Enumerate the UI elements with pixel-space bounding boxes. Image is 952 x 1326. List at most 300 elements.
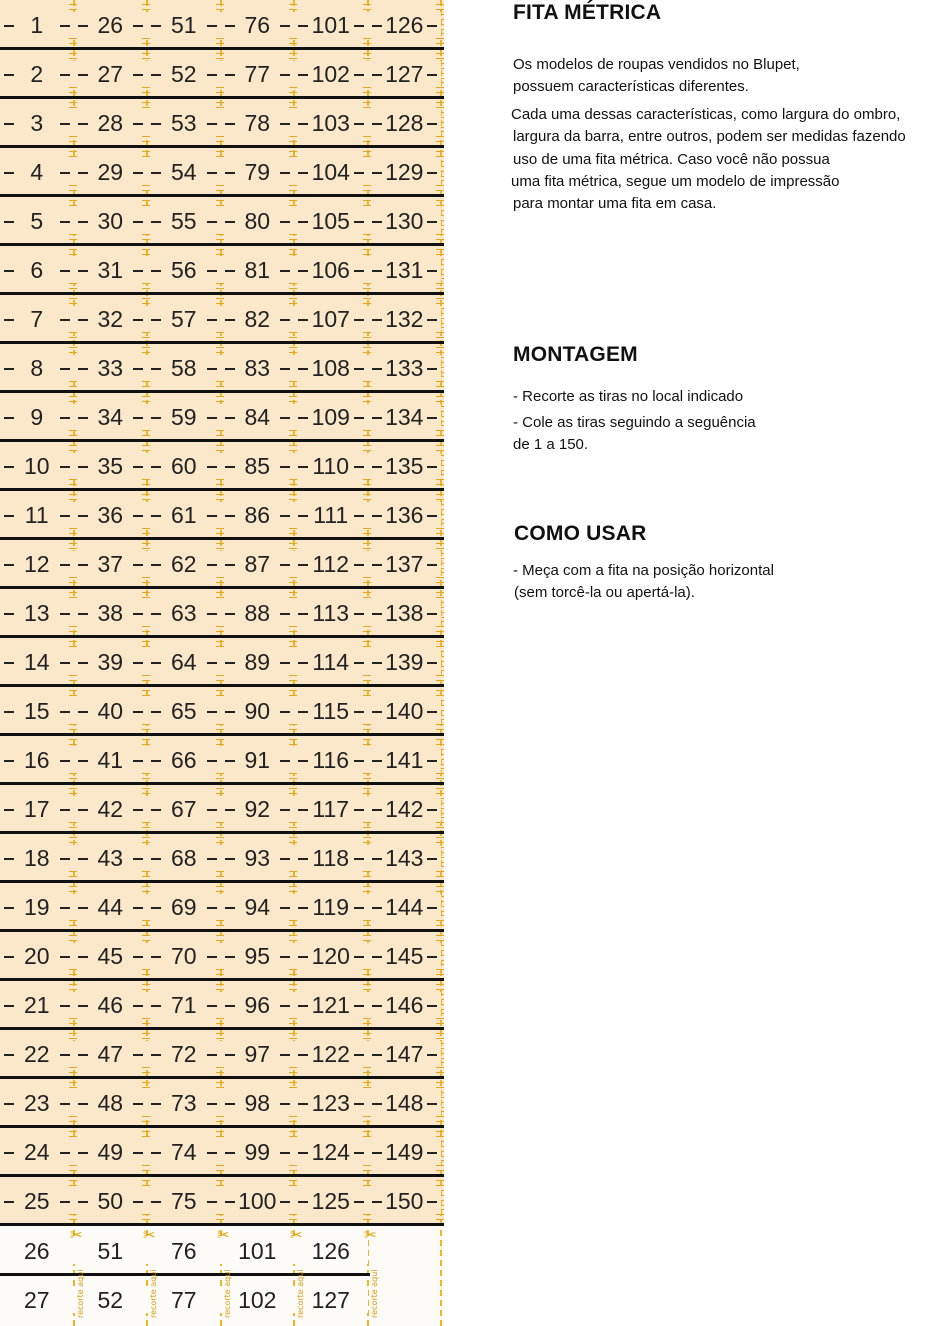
mark-left [4,25,14,27]
ruler-tick [363,1018,371,1019]
ruler-tick [69,577,77,578]
ruler-tick [216,680,224,681]
ruler-tick [142,729,150,730]
ruler-tick [289,156,297,157]
mark-left [151,270,161,272]
mark-left [151,662,161,664]
ruler-tick [289,729,297,730]
ruler-tick [436,347,444,348]
ruler-tick [69,499,77,500]
ruler-tick [216,352,224,353]
row-divider [0,1174,444,1177]
tape-number: 148 [368,1090,442,1116]
ruler-tick [216,690,224,691]
mark-right [133,74,143,76]
ruler-tick [142,205,150,206]
ruler-tick [436,445,444,446]
row-divider [0,537,444,540]
mark-left [78,760,88,762]
ruler-tick [363,445,371,446]
mark-left [225,221,235,223]
ruler-tick [216,347,224,348]
ruler-tick [289,597,297,598]
tape-number: 92 [221,796,295,822]
ruler-tick [216,974,224,975]
ruler-tick [363,298,371,299]
ruler-tick [363,381,371,382]
mark-right [354,858,364,860]
mark-right [354,319,364,321]
ruler-tick [436,1023,444,1024]
tape-number: 127 [368,61,442,87]
ruler-tick [216,1131,224,1132]
mark-left [151,956,161,958]
mark-right [207,564,217,566]
ruler-tick [436,430,444,431]
tape-number: 146 [368,992,442,1018]
ruler-tick [69,1180,77,1181]
ruler-tick [142,38,150,39]
ruler-tick [69,1170,77,1171]
mark-left [151,25,161,27]
ruler-tick [436,185,444,186]
mark-right [354,907,364,909]
mark-right [60,1103,70,1105]
ruler-tick [436,136,444,137]
ruler-tick [216,1219,224,1220]
tape-number: 2 [0,61,74,87]
tape-number: 37 [74,551,148,577]
mark-right [427,466,437,468]
mark-right [207,613,217,615]
mark-left [298,809,308,811]
ruler-tick [289,352,297,353]
mark-left [225,858,235,860]
ruler-tick [363,1082,371,1083]
ruler-tick [436,1038,444,1039]
ruler-tick [363,1116,371,1117]
ruler-tick [289,984,297,985]
ruler-tick [289,1136,297,1137]
row-divider [0,635,444,638]
ruler-tick [69,352,77,353]
mark-left [298,74,308,76]
mark-left [4,270,14,272]
ruler-tick [216,724,224,725]
mark-left [298,1201,308,1203]
ruler-tick [363,577,371,578]
mark-right [280,417,290,419]
ruler-tick [216,102,224,103]
ruler-tick [363,1170,371,1171]
ruler-tick [69,1018,77,1019]
ruler-tick [363,675,371,676]
cut-here-label: recorte aqui [296,1269,305,1318]
ruler-tick [216,43,224,44]
mark-right [354,1201,364,1203]
mark-left [225,270,235,272]
ruler-tick [363,337,371,338]
ruler-tick [142,396,150,397]
tape-number: 100 [221,1188,295,1214]
tape-number: 113 [294,600,368,626]
ruler-tick [216,675,224,676]
ruler-tick [436,200,444,201]
mark-right [207,172,217,174]
ruler-tick [436,891,444,892]
tape-number: 86 [221,502,295,528]
ruler-tick [436,1067,444,1068]
mark-right [280,515,290,517]
ruler-tick [142,190,150,191]
row-divider [0,194,444,197]
ruler-tick [69,675,77,676]
mark-right [427,172,437,174]
title-como-usar: COMO USAR [514,522,647,545]
mark-right [280,123,290,125]
scissors-icon: ✂ [143,1227,156,1244]
tape-number: 95 [221,943,295,969]
mark-right [60,1005,70,1007]
mark-right [280,319,290,321]
ruler-tick [289,1023,297,1024]
usage-line-2: (sem torcê-la ou apertá-la). [514,584,695,601]
mark-left [151,711,161,713]
ruler-tick [289,592,297,593]
row-divider [0,733,444,736]
ruler-tick [363,925,371,926]
ruler-tick [69,842,77,843]
mark-right [280,760,290,762]
ruler-tick [436,332,444,333]
ruler-tick [289,1082,297,1083]
tape-number: 78 [221,110,295,136]
ruler-tick [289,87,297,88]
ruler-tick [289,254,297,255]
mark-right [280,1103,290,1105]
ruler-tick [142,141,150,142]
ruler-tick [363,597,371,598]
mark-right [207,907,217,909]
ruler-tick [436,1116,444,1117]
ruler-tick [363,283,371,284]
mark-left [4,466,14,468]
tape-number: 76 [147,1238,221,1264]
ruler-tick [436,303,444,304]
tape-number: 74 [147,1139,221,1165]
mark-right [60,907,70,909]
mark-right [207,74,217,76]
ruler-tick [436,626,444,627]
mark-right [60,809,70,811]
mark-right [354,368,364,370]
ruler-tick [436,920,444,921]
ruler-tick [216,332,224,333]
ruler-tick [363,989,371,990]
ruler-tick [436,1136,444,1137]
ruler-tick [289,646,297,647]
ruler-tick [363,822,371,823]
ruler-tick [363,974,371,975]
mark-right [133,417,143,419]
tape-number: 77 [147,1287,221,1313]
row-divider [0,586,444,589]
ruler-tick [69,1023,77,1024]
ruler-tick [216,827,224,828]
ruler-tick [69,239,77,240]
tape-number: 24 [0,1139,74,1165]
cut-here-label: recorte aqui [370,1269,379,1318]
ruler-tick [216,239,224,240]
mark-right [207,662,217,664]
mark-right [133,662,143,664]
tape-number: 90 [221,698,295,724]
ruler-tick [216,876,224,877]
ruler-tick [142,690,150,691]
ruler-tick [142,675,150,676]
ruler-tick [289,871,297,872]
mark-right [280,711,290,713]
ruler-tick [289,1033,297,1034]
mark-right [280,368,290,370]
ruler-tick [436,773,444,774]
ruler-tick [69,53,77,54]
ruler-tick [142,283,150,284]
ruler-tick [142,1214,150,1215]
tape-number: 26 [0,1238,74,1264]
ruler-tick [436,680,444,681]
mark-right [354,1103,364,1105]
mark-left [151,907,161,909]
ruler-tick [363,303,371,304]
ruler-tick [363,827,371,828]
mark-left [225,417,235,419]
ruler-tick [142,4,150,5]
tape-number: 6 [0,257,74,283]
ruler-tick [142,974,150,975]
row-divider [0,978,444,981]
ruler-tick [216,156,224,157]
ruler-tick [289,499,297,500]
ruler-tick [436,352,444,353]
mark-left [298,221,308,223]
ruler-tick [363,1214,371,1215]
mark-left [4,417,14,419]
mark-right [207,760,217,762]
ruler-tick [142,842,150,843]
ruler-tick [363,352,371,353]
mark-right [427,221,437,223]
tape-number: 140 [368,698,442,724]
mark-right [60,1054,70,1056]
tape-number: 4 [0,159,74,185]
ruler-tick [436,984,444,985]
ruler-tick [216,1116,224,1117]
mark-left [372,25,382,27]
mark-right [60,662,70,664]
ruler-tick [436,337,444,338]
ruler-tick [363,386,371,387]
mark-right [280,221,290,223]
ruler-tick [142,1087,150,1088]
mark-right [207,368,217,370]
intro-line-1: Os modelos de roupas vendidos no Blupet, [513,56,800,73]
mark-right [427,25,437,27]
ruler-tick [142,1067,150,1068]
tape-number: 41 [74,747,148,773]
ruler-tick [69,989,77,990]
ruler-tick [363,724,371,725]
tape-number: 10 [0,453,74,479]
ruler-tick [363,842,371,843]
mark-left [298,515,308,517]
ruler-tick [216,744,224,745]
ruler-tick [436,646,444,647]
ruler-tick [142,1018,150,1019]
ruler-tick [436,886,444,887]
mark-left [78,172,88,174]
mark-right [280,270,290,272]
ruler-tick [436,87,444,88]
ruler-tick [69,1121,77,1122]
ruler-tick [216,288,224,289]
tape-number: 137 [368,551,442,577]
mark-left [78,221,88,223]
ruler-tick [142,739,150,740]
mark-right [280,1005,290,1007]
ruler-tick [436,793,444,794]
ruler-tick [69,837,77,838]
tape-number: 101 [221,1238,295,1264]
ruler-tick [69,827,77,828]
ruler-tick [69,200,77,201]
tape-number: 75 [147,1188,221,1214]
ruler-tick [216,381,224,382]
ruler-tick [436,58,444,59]
mark-left [372,417,382,419]
ruler-tick [69,347,77,348]
ruler-tick [142,337,150,338]
ruler-tick [216,401,224,402]
ruler-tick [289,435,297,436]
ruler-tick [142,430,150,431]
mark-left [78,74,88,76]
ruler-tick [363,1072,371,1073]
mark-left [151,1152,161,1154]
row-divider [0,1273,370,1276]
tape-number: 105 [294,208,368,234]
ruler-tick [69,156,77,157]
tape-number: 101 [294,12,368,38]
ruler-tick [436,876,444,877]
mark-left [372,711,382,713]
mark-right [133,515,143,517]
mark-right [427,319,437,321]
ruler-tick [289,543,297,544]
montagem-step-2-cont: de 1 a 150. [513,436,589,453]
mark-left [78,858,88,860]
tape-number: 12 [0,551,74,577]
ruler-tick [436,494,444,495]
mark-right [133,956,143,958]
mark-left [4,956,14,958]
row-divider [0,782,444,785]
ruler-tick [142,499,150,500]
ruler-tick [363,435,371,436]
mark-left [298,613,308,615]
tape-number: 32 [74,306,148,332]
ruler-tick [142,479,150,480]
ruler-tick [436,577,444,578]
ruler-tick [69,891,77,892]
title-fita-metrica: FITA MÉTRICA [513,1,662,24]
mark-right [427,662,437,664]
tape-number: 82 [221,306,295,332]
mark-left [78,319,88,321]
mark-right [60,25,70,27]
ruler-tick [142,200,150,201]
ruler-tick [363,347,371,348]
row-divider [0,1027,444,1030]
ruler-tick [69,680,77,681]
mark-left [78,368,88,370]
desc-line-4: uma fita métrica, segue um modelo de impressão [511,173,840,190]
ruler-tick [142,1131,150,1132]
title-montagem: MONTAGEM [513,343,638,366]
tape-number: 79 [221,159,295,185]
ruler-tick [142,303,150,304]
ruler-tick [436,156,444,157]
tape-number: 19 [0,894,74,920]
mark-left [372,1005,382,1007]
ruler-tick [363,200,371,201]
mark-left [4,319,14,321]
ruler-tick [142,969,150,970]
ruler-tick [289,303,297,304]
ruler-tick [363,401,371,402]
ruler-tick [69,739,77,740]
ruler-tick [289,190,297,191]
ruler-tick [69,1038,77,1039]
mark-left [225,956,235,958]
mark-right [354,809,364,811]
ruler-tick [436,837,444,838]
tape-number: 141 [368,747,442,773]
mark-left [78,25,88,27]
mark-left [151,221,161,223]
mark-right [280,662,290,664]
ruler-tick [436,1185,444,1186]
mark-left [298,270,308,272]
mark-left [4,74,14,76]
ruler-tick [436,822,444,823]
ruler-tick [142,1185,150,1186]
mark-right [427,1201,437,1203]
ruler-tick [436,190,444,191]
mark-right [427,711,437,713]
ruler-tick [436,969,444,970]
ruler-tick [142,156,150,157]
ruler-tick [289,935,297,936]
ruler-tick [363,680,371,681]
mark-left [78,515,88,517]
ruler-tick [436,1121,444,1122]
ruler-tick [142,1136,150,1137]
ruler-tick [69,1087,77,1088]
mark-left [225,564,235,566]
ruler-tick [69,788,77,789]
ruler-tick [436,592,444,593]
